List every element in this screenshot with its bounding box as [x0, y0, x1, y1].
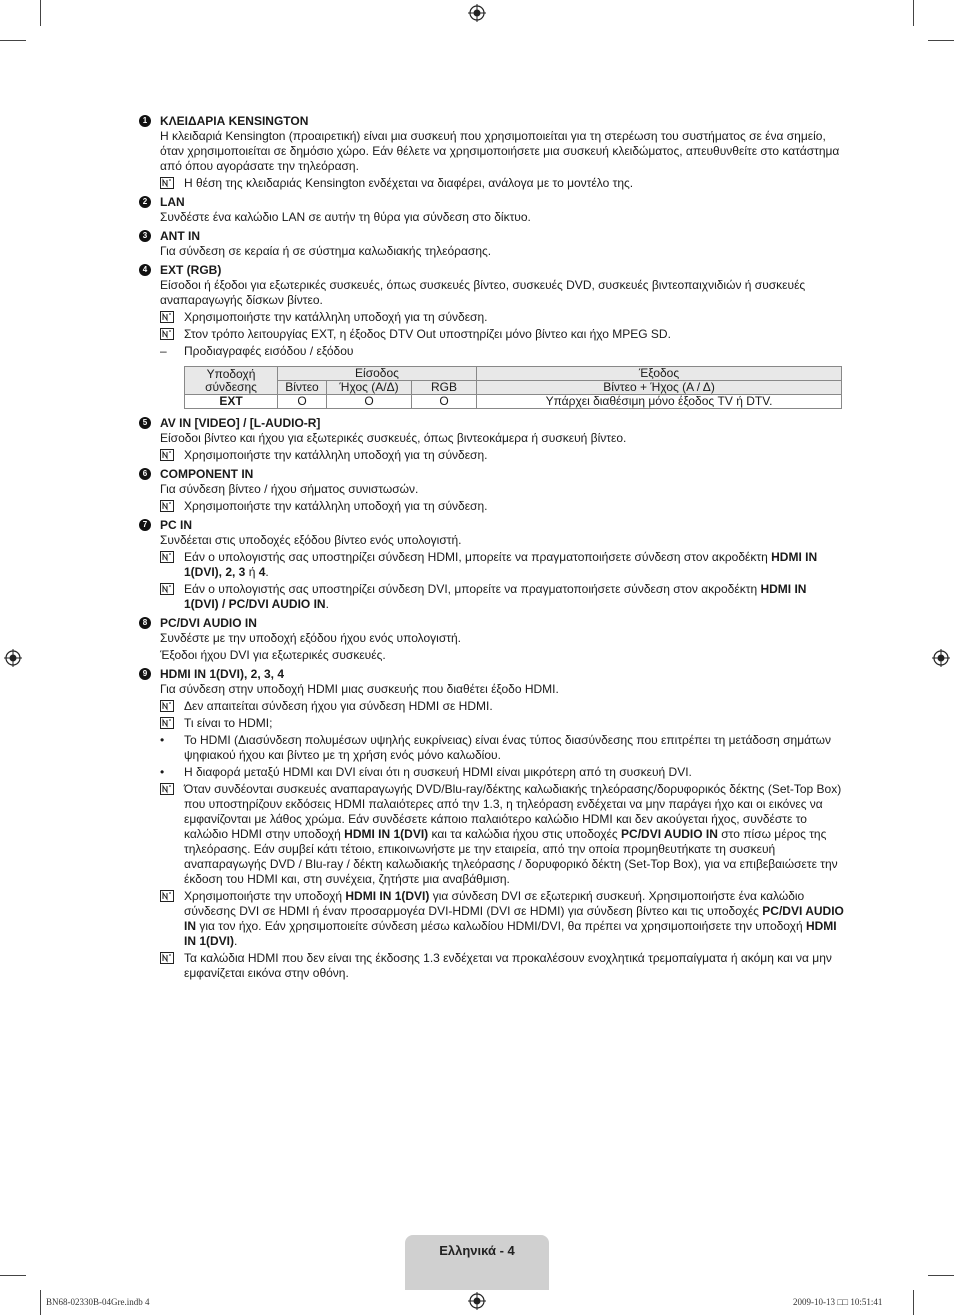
note: Δεν απαιτείται σύνδεση ήχου για σύνδεση HDMI σε HDMI.	[160, 699, 844, 714]
note-icon	[160, 783, 174, 795]
number-badge: 8	[139, 617, 151, 629]
content	[139, 110, 844, 983]
section-title: EXT (RGB)	[160, 262, 222, 277]
number-badge: 9	[139, 668, 151, 680]
paragraph: Συνδέστε ένα καλώδιο LAN σε αυτήν τη θύρα για σύνδεση στο δίκτυο.	[160, 210, 531, 224]
crop-mark	[40, 1290, 41, 1315]
table-header: Υποδοχή σύνδεσης	[185, 367, 278, 395]
note-icon	[160, 311, 174, 323]
note: Χρησιμοποιήστε την υποδοχή HDMI IN 1(DVI) για σύνδεση DVI σε εξωτερική συσκευή. Χρησιμοποιήστε ένα καλώδιο σύνδεσης DVI σε HDMI ή έναν προσαρμογέα DVI-HDMI (DVI σε HDMI) για σύνδεση βίντεο και τις υποδοχές PC/DVI AUDIO IN για τον ήχο. Εάν χρησιμοποιείτε σύνδεση μέσω καλωδίου HDMI/DVI, θα πρέπει να χρησιμοποιήσετε την υποδοχή HDMI IN 1(DVI).	[160, 889, 844, 949]
section-kensington	[139, 113, 844, 191]
note: Χρησιμοποιήστε την κατάλληλη υποδοχή για τη σύνδεση.	[160, 448, 844, 463]
page-label: Ελληνικά - 4	[439, 1243, 515, 1258]
table-row: EXT O O O Υπάρχει διαθέσιμη μόνο έξοδος TV ή DTV.	[185, 395, 842, 409]
number-badge: 5	[139, 417, 151, 429]
crop-mark	[40, 0, 41, 26]
section-title: PC IN	[160, 517, 193, 532]
note-icon	[160, 328, 174, 340]
note: Τα καλώδια HDMI που δεν είναι της έκδοσης 1.3 ενδέχεται να προκαλέσουν ενοχλητικά τρεμοπαίγματα ή ακόμη και να μην εμφανίζεται εικόνα στην οθόνη.	[160, 951, 844, 981]
note-icon	[160, 583, 174, 595]
paragraph: Συνδέστε με την υποδοχή εξόδου ήχου ενός υπολογιστή.	[160, 631, 461, 645]
note: Όταν συνδέονται συσκευές αναπαραγωγής DVD/Blu-ray/δέκτης καλωδιακής τηλεόρασης/δορυφορικός δέκτης (Set-Top Box) που υποστηρίζουν εκδόσεις HDMI παλαιότερες από την 1.3, η τηλεόραση ενδέχεται να μην παράγει ήχο και οι εικόνες να εμφανίζονται με λάθος χρώμα. Εάν συνδέσετε κάποιο παλαιότερο καλώδιο HDMI και δεν ακούγεται ήχος, συνδέστε το καλώδιο HDMI στην υποδοχή HDMI IN 1(DVI) και τα καλώδια ήχου στις υποδοχές PC/DVI AUDIO IN στο πίσω μέρος της τηλεόρασης. Εάν συμβεί κάτι τέτοιο, επικοινωνήστε με την εταιρεία, από την οποία προμηθευτήκατε τη συσκευή αναπαραγωγής DVD / Blu-ray / δέκτη καλωδιακής τηλεόρασης / δορυφορικό δέκτη (Set-Top Box), για να επιβεβαιώσετε την έκδοση του HDMI και, στη συνέχεια, ζητήστε μια αναβάθμιση.	[160, 782, 844, 887]
section-title: ΚΛΕΙΔΑΡΙΑ KENSINGTON	[160, 113, 309, 128]
crop-mark	[928, 40, 954, 41]
crop-mark	[0, 40, 26, 41]
section-hdmi-in	[139, 666, 844, 981]
note: Χρησιμοποιήστε την κατάλληλη υποδοχή για τη σύνδεση.	[160, 499, 844, 514]
note-icon	[160, 551, 174, 563]
table-header: Έξοδος	[477, 367, 842, 381]
paragraph: Έξοδοι ήχου DVI για εξωτερικές συσκευές.	[160, 648, 386, 662]
bullet-item: • Η διαφορά μεταξύ HDMI και DVI είναι ότι η συσκευή HDMI είναι μικρότερη από τη συσκευή DVI.	[160, 765, 692, 779]
section-component-in	[139, 466, 844, 514]
spec-table	[184, 366, 842, 409]
note-icon	[160, 700, 174, 712]
registration-mark-icon	[468, 4, 486, 22]
paragraph: Είσοδοι βίντεο και ήχου για εξωτερικές συσκευές, όπως βιντεοκάμερα ή συσκευή βίντεο.	[160, 431, 627, 445]
note-icon	[160, 500, 174, 512]
section-title: ANT IN	[160, 228, 200, 243]
table-header: Βίντεο	[278, 381, 327, 395]
page-number-tab	[405, 1235, 549, 1290]
paragraph: Για σύνδεση βίντεο / ήχου σήματος συνιστωσών.	[160, 482, 419, 496]
note-icon	[160, 449, 174, 461]
section-title: LAN	[160, 194, 185, 209]
section-title: HDMI IN 1(DVI), 2, 3, 4	[160, 666, 285, 681]
note-icon	[160, 177, 174, 189]
slug-left: BN68-02330B-04Gre.indb 4	[46, 1297, 150, 1307]
section-title: COMPONENT IN	[160, 466, 254, 481]
note: Χρησιμοποιήστε την κατάλληλη υποδοχή για τη σύνδεση.	[160, 310, 844, 325]
table-header: Είσοδος	[278, 367, 477, 381]
note: Εάν ο υπολογιστής σας υποστηρίζει σύνδεση DVI, μπορείτε να πραγματοποιήσετε σύνδεση στον ακροδέκτη HDMI IN 1(DVI) / PC/DVI AUDIO IN.	[160, 582, 844, 612]
section-title: PC/DVI AUDIO IN	[160, 615, 257, 630]
number-badge: 1	[139, 115, 151, 127]
table-header: Ήχος (Α/Δ)	[327, 381, 412, 395]
note-icon	[160, 890, 174, 902]
crop-mark	[913, 0, 914, 26]
crop-mark	[0, 1275, 26, 1276]
paragraph: Είσοδοι ή έξοδοι για εξωτερικές συσκευές, όπως συσκευές βίντεο, συσκευές DVD, συσκευές βιντεοπαιχνιδιών ή συσκευές αναπαραγωγής δίσκων βίντεο.	[160, 278, 806, 307]
number-badge: 4	[139, 264, 151, 276]
dash-item: – Προδιαγραφές εισόδου / εξόδου	[160, 344, 354, 358]
registration-mark-icon	[4, 649, 22, 667]
paragraph: Η κλειδαριά Kensington (προαιρετική) είναι μια συσκευή που χρησιμοποιείται για τη στερέωση του συστήματος σε ένα σημείο, όταν χρησιμοποιείται σε δημόσιο χώρο. Εάν θέλετε να χρησιμοποιήσετε μια συσκευή κλειδώματος, απευθυνθείτε στο κατάστημα από όπου αγοράσατε την τηλεόραση.	[160, 129, 840, 173]
note-icon	[160, 952, 174, 964]
note: Η θέση της κλειδαριάς Kensington ενδέχεται να διαφέρει, ανάλογα με το μοντέλο της.	[160, 176, 844, 191]
slug-right: 2009-10-13 □□ 10:51:41	[793, 1297, 883, 1307]
section-ext-rgb	[139, 262, 844, 409]
registration-mark-icon	[468, 1292, 486, 1310]
number-badge: 3	[139, 230, 151, 242]
registration-mark-icon	[932, 649, 950, 667]
note: Τι είναι το HDMI;	[160, 716, 844, 731]
table-header: RGB	[412, 381, 477, 395]
section-title: AV IN [VIDEO] / [L-AUDIO-R]	[160, 415, 321, 430]
section-pc-in	[139, 517, 844, 612]
paragraph: Για σύνδεση στην υποδοχή HDMI μιας συσκευής που διαθέτει έξοδο HDMI.	[160, 682, 559, 696]
crop-mark	[928, 1275, 954, 1276]
table-header: Βίντεο + Ήχος (Α / Δ)	[477, 381, 842, 395]
number-badge: 2	[139, 196, 151, 208]
section-ant-in	[139, 228, 844, 259]
paragraph: Για σύνδεση σε κεραία ή σε σύστημα καλωδιακής τηλεόρασης.	[160, 244, 492, 258]
section-lan	[139, 194, 844, 225]
note-icon	[160, 717, 174, 729]
section-av-in	[139, 415, 844, 463]
bullet-item: • Το HDMI (Διασύνδεση πολυμέσων υψηλής ευκρίνειας) είναι ένας τύπος διασύνδεσης που επιτρέπει τη μετάδοση σημάτων ψηφιακού ήχου και βίντεο με τη χρήση ενός μόνο καλωδίου.	[160, 733, 832, 762]
number-badge: 6	[139, 468, 151, 480]
section-pc-dvi-audio-in	[139, 615, 844, 663]
crop-mark	[913, 1290, 914, 1315]
note: Στον τρόπο λειτουργίας EXT, η έξοδος DTV Out υποστηρίζει μόνο βίντεο και ήχο MPEG SD.	[160, 327, 844, 342]
note: Εάν ο υπολογιστής σας υποστηρίζει σύνδεση HDMI, μπορείτε να πραγματοποιήσετε σύνδεση στον ακροδέκτη HDMI IN 1(DVI), 2, 3 ή 4.	[160, 550, 844, 580]
paragraph: Συνδέεται στις υποδοχές εξόδου βίντεο ενός υπολογιστή.	[160, 533, 462, 547]
number-badge: 7	[139, 519, 151, 531]
